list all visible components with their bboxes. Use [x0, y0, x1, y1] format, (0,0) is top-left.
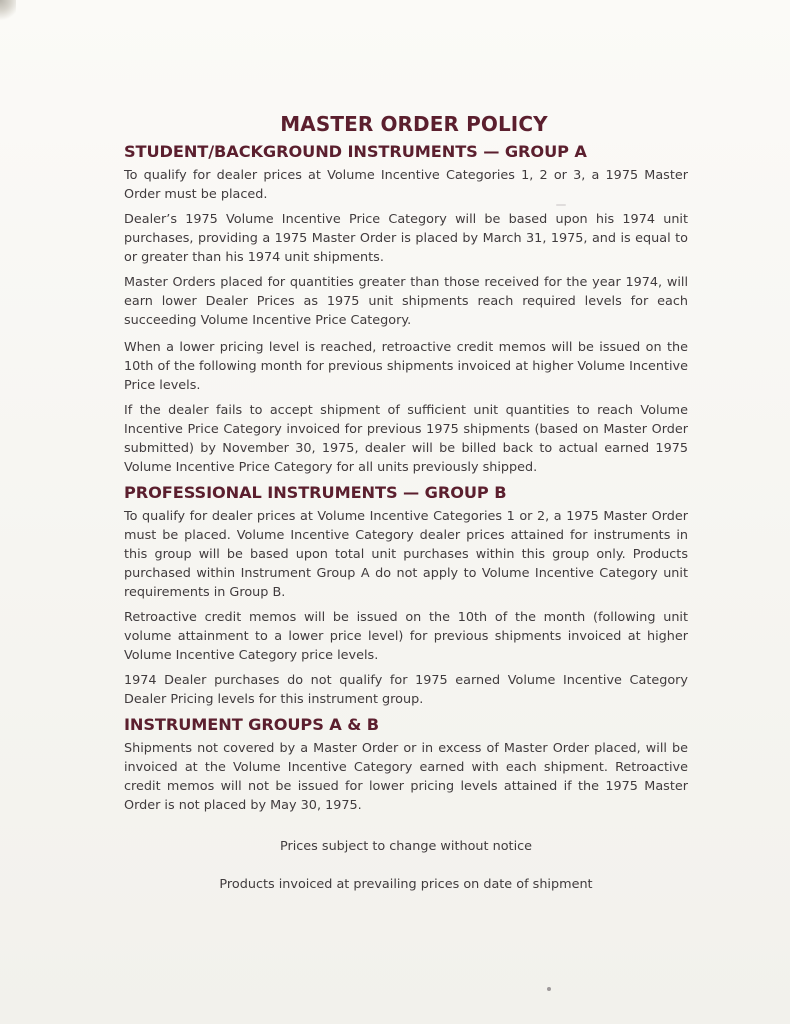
- section-group-a: [124, 142, 688, 477]
- section-group-b: [124, 483, 688, 709]
- paragraph: Shipments not covered by a Master Order or in excess of Master Order placed, will be invoiced at the Volume Incentive Category earned with each shipment. Retroactive credit memos will not be issued for lower pricing levels attained if the 1975 Master Order is not placed by May 30, 1975.: [124, 741, 688, 813]
- footer-note-invoicing: Products invoiced at prevailing prices on date of shipment: [219, 877, 593, 892]
- paragraph: To qualify for dealer prices at Volume Incentive Categories 1, 2 or 3, a 1975 Master Order must be placed.: [124, 168, 688, 202]
- page-corner-shadow: [0, 0, 16, 22]
- footer-note-price-change: Prices subject to change without notice: [279, 839, 533, 854]
- paper-speck: [547, 987, 551, 991]
- paragraph: Master Orders placed for quantities greater than those received for the year 1974, will earn lower Dealer Prices as 1975 unit shipments reach required levels for each succeeding Volume Incentive Price Category.: [124, 275, 688, 328]
- section-heading-groups-a-b: INSTRUMENT GROUPS A & B: [124, 715, 380, 734]
- paragraph: If the dealer fails to accept shipment of sufficient unit quantities to reach Volume Incentive Price Category invoiced for previous 1975 shipments (based on Master Order submitted) by November 30, 1975, dealer will be billed back to actual earned 1975 Volume Incentive Price Category for all units previously shipped.: [124, 403, 688, 475]
- paragraph: To qualify for dealer prices at Volume Incentive Categories 1 or 2, a 1975 Master Order must be placed. Volume Incentive Category dealer prices attained for instruments in this group will be based upon total unit purchases within this group only. Products purchased within Instrument Group A do not apply to Volume Incentive Category unit requirements in Group B.: [124, 509, 688, 600]
- paragraph: Dealer’s 1975 Volume Incentive Price Category will be based upon his 1974 unit purchases, providing a 1975 Master Order is placed by March 31, 1975, and is equal to or greater than his 1974 unit shipments.: [124, 212, 688, 265]
- section-heading-group-b: PROFESSIONAL INSTRUMENTS — GROUP B: [124, 483, 507, 502]
- paragraph: Retroactive credit memos will be issued on the 10th of the month (following unit volume attainment to a lower price level) for previous shipments invoiced at higher Volume Incentive Category price levels.: [124, 610, 688, 663]
- policy-content: [124, 112, 688, 894]
- paragraph: 1974 Dealer purchases do not qualify for 1975 earned Volume Incentive Category Dealer Pricing levels for this instrument group.: [124, 673, 688, 707]
- paragraph: When a lower pricing level is reached, retroactive credit memos will be issued on the 10th of the following month for previous shipments invoiced at higher Volume Incentive Price levels.: [124, 340, 688, 393]
- page-title: MASTER ORDER POLICY: [280, 112, 548, 136]
- section-groups-a-b: [124, 715, 688, 815]
- section-heading-group-a: STUDENT/BACKGROUND INSTRUMENTS — GROUP A: [124, 142, 587, 161]
